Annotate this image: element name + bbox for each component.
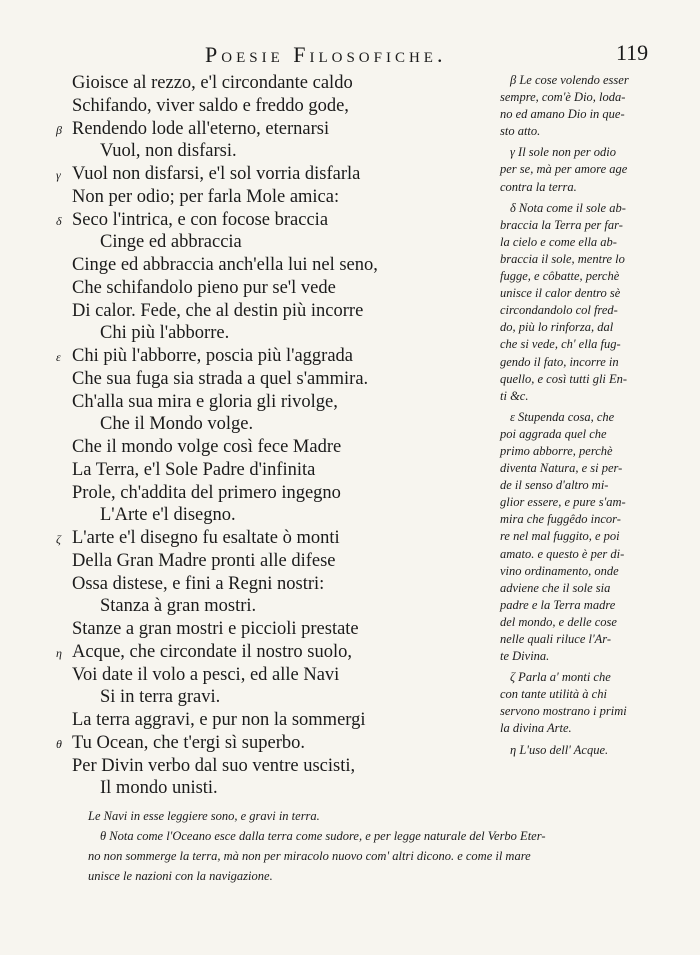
verse-line: [72, 436, 492, 459]
marginal-note: [500, 144, 690, 195]
verse-text: Rendendo lode all'eterno, eternarsi: [72, 118, 330, 139]
marginal-note-line: la divina Arte.: [500, 721, 572, 736]
verse-line: [72, 550, 492, 573]
verse-line: [72, 140, 492, 163]
verse-text: Chi più l'abborre.: [100, 323, 230, 344]
marginal-note-line: con tante utilità à chi: [500, 687, 607, 702]
marginal-note: [500, 200, 690, 405]
verse-line: [72, 254, 492, 277]
note-reference-mark: η: [56, 645, 62, 660]
marginal-notes: [500, 72, 690, 763]
footnote-line: no non sommerge la terra, mà non per miracolo nuovo com' altri dicono. e come il mare: [88, 849, 531, 863]
verse-line: [72, 709, 492, 732]
marginal-note-line: sto atto.: [500, 124, 541, 139]
verse-text: Ch'alla sua mira e gloria gli rivolge,: [72, 391, 338, 412]
verse-text: Acque, che circondate il nostro suolo,: [72, 641, 352, 662]
poem-verse-block: [56, 72, 492, 800]
verse-line: [72, 231, 492, 254]
verse-line: [72, 573, 492, 596]
note-reference-mark: δ: [56, 213, 62, 228]
note-reference-mark: θ: [56, 736, 62, 751]
verse-text: Si in terra gravi.: [100, 687, 221, 708]
verse-text: Cinge ed abbraccia anch'ella lui nel seno,: [72, 255, 378, 275]
verse-text: Gioisce al rezzo, e'l circondante caldo: [72, 73, 353, 93]
verse-line: [56, 345, 492, 368]
verse-text: Seco l'intrica, e con focose braccia: [72, 209, 329, 230]
verse-line: [72, 664, 492, 687]
marginal-note-line: la cielo e come ella ab-: [500, 234, 617, 249]
marginal-note-line: te Divina.: [500, 649, 550, 664]
verse-line: [72, 72, 492, 95]
running-title: Poesie Filosofiche.: [205, 42, 447, 67]
marginal-note-line: de il senso d'altro mi-: [500, 478, 609, 493]
verse-text: Vuol non disfarsi, e'l sol vorria disfarla: [72, 164, 361, 184]
verse-line: [56, 732, 492, 755]
verse-text: Cinge ed abbraccia: [100, 232, 242, 253]
marginal-note-line: ε Stupenda cosa, che: [510, 409, 615, 424]
marginal-note-line: unisce il calor dentro sè: [500, 286, 621, 301]
verse-line: [72, 300, 492, 323]
marginal-note-line: del mondo, e delle cose: [500, 614, 617, 629]
marginal-note-line: ti &c.: [500, 388, 529, 403]
marginal-note-line: vino ordinamento, onde: [500, 563, 619, 578]
marginal-note-line: sempre, com'è Dio, loda-: [500, 90, 626, 105]
verse-line: [72, 755, 492, 778]
verse-line: [72, 277, 492, 300]
verse-line: [72, 186, 492, 209]
marginal-note-line: che si vede, ch' ella fug-: [500, 337, 621, 352]
verse-line: [56, 209, 492, 232]
verse-line: [72, 618, 492, 641]
marginal-note-line: adviene che il sole sia: [500, 580, 611, 595]
marginal-note: [500, 742, 690, 759]
marginal-note-line: servono mostrano i primi: [500, 704, 627, 719]
verse-text: Schifando, viver saldo e freddo gode,: [72, 95, 349, 116]
marginal-note-line: amato. e questo è per di-: [500, 546, 625, 561]
marginal-note-line: γ Il sole non per odio: [510, 145, 616, 160]
verse-text: La Terra, e'l Sole Padre d'infinita: [72, 459, 316, 480]
marginal-note-line: braccia la Terra per far-: [500, 217, 623, 232]
marginal-note-line: nelle quali riluce l'Ar-: [500, 632, 612, 646]
verse-text: Non per odio; per farla Mole amica:: [72, 186, 340, 207]
verse-line: [72, 368, 492, 391]
verse-text: L'Arte e'l disegno.: [100, 505, 236, 526]
marginal-note: [500, 409, 690, 665]
marginal-note-line: circondandolo col fred-: [500, 303, 618, 318]
verse-text: Vuol, non disfarsi.: [100, 141, 237, 162]
marginal-note-line: gendo il fato, incorre in: [500, 354, 619, 369]
verse-line: [72, 686, 492, 709]
verse-text: Il mondo unisti.: [100, 778, 218, 799]
marginal-note-line: η L'uso dell' Acque.: [510, 742, 609, 757]
marginal-note-line: mira che fuggêdo incor-: [500, 512, 621, 527]
marginal-note-line: braccia il sole, mentre lo: [500, 251, 625, 266]
footnote-line: unisce le nazioni con la navigazione.: [88, 869, 273, 883]
marginal-note-line: glior essere, e pure s'am-: [500, 495, 626, 510]
note-reference-mark: ζ: [56, 532, 61, 546]
verse-text: Stanza à gran mostri.: [100, 596, 257, 617]
verse-line: [72, 459, 492, 482]
verse-text: Prole, ch'addita del primero ingegno: [72, 482, 341, 503]
marginal-note-line: re nel mal fuggito, e poi: [500, 529, 620, 544]
marginal-note-line: do, più lo rinforza, dal: [500, 320, 614, 335]
verse-line: [72, 322, 492, 345]
verse-line: [72, 504, 492, 527]
verse-line: [72, 777, 492, 800]
footnote-line: θ Nota come l'Oceano esce dalla terra come sudore, e per legge naturale del Verbo Eter-: [100, 829, 546, 843]
verse-text: Ossa distese, e fini a Regni nostri:: [72, 573, 325, 594]
verse-line: [72, 482, 492, 505]
marginal-note-line: ζ Parla a' monti che: [510, 670, 611, 685]
verse-line: [72, 391, 492, 414]
verse-text: La terra aggravi, e pur non la sommergi: [72, 710, 366, 730]
marginal-note-line: diventa Natura, e si per-: [500, 461, 623, 476]
verse-text: Che sua fuga sia strada a quel s'ammira.: [72, 368, 369, 389]
note-reference-mark: γ: [56, 168, 61, 182]
verse-text: Tu Ocean, che t'ergi sì superbo.: [72, 732, 306, 753]
page-header: [0, 40, 700, 72]
marginal-note: [500, 72, 690, 140]
verse-text: L'arte e'l disegno fu esaltate ò monti: [72, 528, 340, 548]
footnotes: [88, 806, 688, 886]
verse-line: [56, 163, 492, 186]
verse-text: Per Divin verbo dal suo ventre uscisti,: [72, 755, 356, 776]
verse-text: Stanze a gran mostri e piccioli prestate: [72, 619, 359, 639]
marginal-note-line: primo abborre, perchè: [500, 443, 613, 458]
verse-text: Voi date il volo a pesci, ed alle Navi: [72, 664, 340, 685]
marginal-note-line: δ Nota come il sole ab-: [510, 200, 626, 215]
verse-text: Che il mondo volge così fece Madre: [72, 437, 342, 457]
verse-line: [72, 595, 492, 618]
verse-line: [56, 118, 492, 141]
marginal-note-line: β Le cose volendo esser: [510, 73, 629, 87]
verse-line: [56, 527, 492, 550]
verse-line: [56, 641, 492, 664]
marginal-note-line: fugge, e côbatte, perchè: [500, 269, 620, 284]
marginal-note-line: quello, e così tutti gli En-: [500, 371, 628, 386]
marginal-note-line: padre e la Terra madre: [500, 597, 616, 612]
marginal-note-line: no ed amano Dio in que-: [500, 107, 625, 122]
verse-text: Di calor. Fede, che al destin più incorre: [72, 300, 364, 321]
page-number: 119: [616, 40, 649, 65]
note-reference-mark: β: [56, 122, 62, 137]
note-reference-mark: ε: [56, 350, 61, 364]
verse-text: Della Gran Madre pronti alle difese: [72, 550, 336, 571]
footnote-line: Le Navi in esse leggiere sono, e gravi in terra.: [88, 809, 320, 823]
verse-text: Che il Mondo volge.: [100, 414, 254, 435]
verse-line: [72, 95, 492, 118]
verse-line: [72, 413, 492, 436]
marginal-note-line: per se, mà per amore age: [500, 162, 628, 177]
verse-text: Che schifandolo pieno pur se'l vede: [72, 277, 336, 298]
marginal-note-line: contra la terra.: [500, 179, 577, 194]
marginal-note-line: poi aggrada quel che: [500, 426, 607, 441]
verse-text: Chi più l'abborre, poscia più l'aggrada: [72, 346, 354, 366]
marginal-note: [500, 669, 690, 737]
